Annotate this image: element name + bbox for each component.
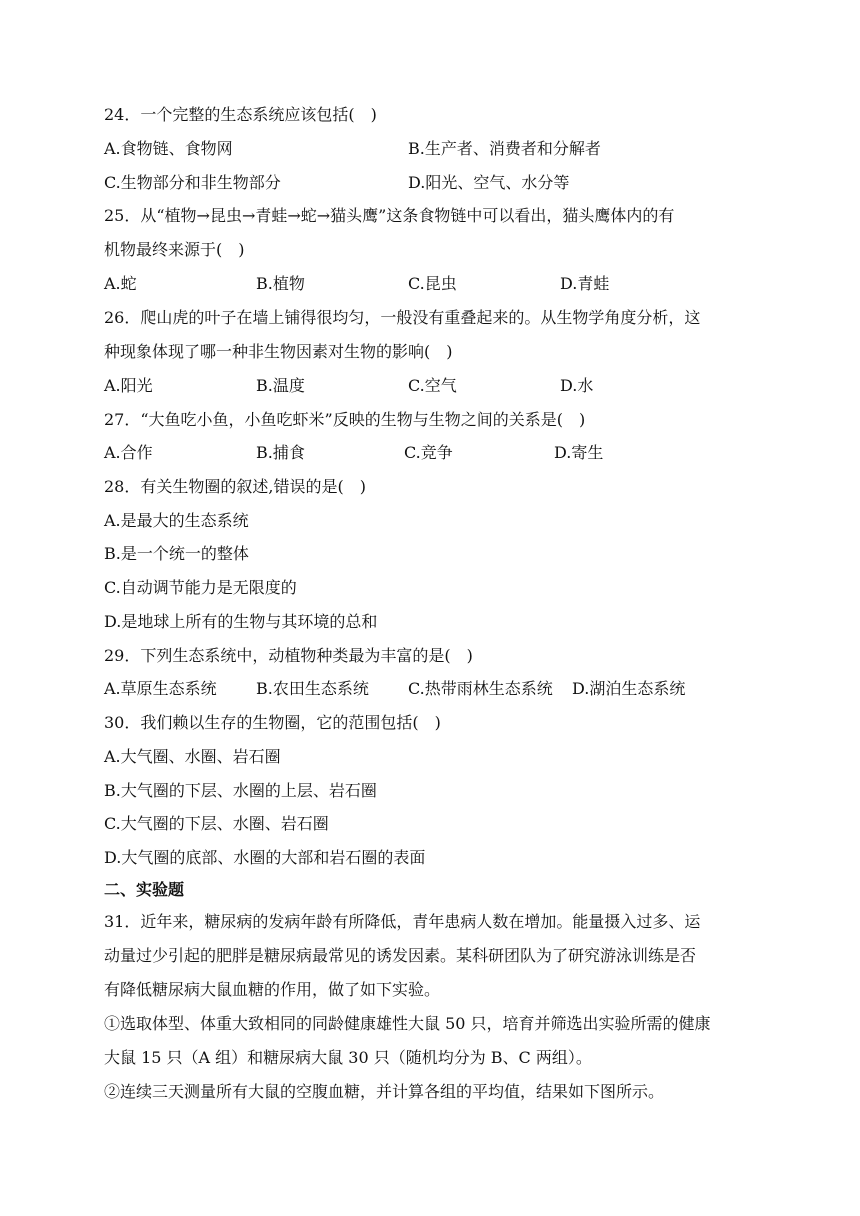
question-31-line1: 31．近年来，糖尿病的发病年龄有所降低，青年患病人数在增加。能量摄入过多、运 [104,912,701,931]
question-24-options-row2 [104,173,724,193]
question-26-option-b: B.温度 [256,376,305,395]
question-26-options [104,376,724,396]
question-24-options-row1 [104,139,724,159]
question-31-step1-line2: 大鼠 15 只（A 组）和糖尿病大鼠 30 只（随机均分为 B、C 两组）。 [104,1048,592,1067]
question-26-stem-line2: 种现象体现了哪一种非生物因素对生物的影响( ) [104,342,453,361]
question-30-stem: 30．我们赖以生存的生物圈，它的范围包括( ) [104,713,441,732]
question-27-option-a: A.合作 [104,443,153,462]
question-25-stem-line2: 机物最终来源于( ) [104,240,245,259]
question-24-option-d: D.阳光、空气、水分等 [408,173,570,192]
question-25-stem-line1: 25．从“植物→昆虫→青蛙→蛇→猫头鹰”这条食物链中可以看出，猫头鹰体内的有 [104,206,675,225]
question-25-option-b: B.植物 [256,274,305,293]
question-27-option-c: C.竞争 [404,443,453,462]
question-26-option-a: A.阳光 [104,376,153,395]
question-29-option-c: C.热带雨林生态系统 [408,679,553,698]
question-25-option-a: A.蛇 [104,274,137,293]
question-27-options [104,443,724,463]
question-31-line2: 动量过少引起的肥胖是糖尿病最常见的诱发因素。某科研团队为了研究游泳训练是否 [104,946,697,965]
question-29-options [104,679,744,699]
question-28-option-c: C.自动调节能力是无限度的 [104,578,297,597]
question-24-option-a: A.食物链、食物网 [104,139,233,158]
question-25-option-d: D.青蛙 [560,274,610,293]
question-30-option-b: B.大气圈的下层、水圈的上层、岩石圈 [104,781,377,800]
question-29-option-b: B.农田生态系统 [256,679,369,698]
question-28-option-d: D.是地球上所有的生物与其环境的总和 [104,612,378,631]
question-26-stem-line1: 26．爬山虎的叶子在墙上铺得很均匀，一般没有重叠起来的。从生物学角度分析，这 [104,308,701,327]
question-29-option-a: A.草原生态系统 [104,679,217,698]
question-29-option-d: D.湖泊生态系统 [572,679,686,698]
question-31-line3: 有降低糖尿病大鼠血糖的作用，做了如下实验。 [104,980,441,999]
question-25-option-c: C.昆虫 [408,274,457,293]
question-30-option-c: C.大气圈的下层、水圈、岩石圈 [104,814,329,833]
question-26-option-d: D.水 [560,376,594,395]
question-28-option-a: A.是最大的生态系统 [104,511,249,530]
question-27-stem: 27．“大鱼吃小鱼，小鱼吃虾米”反映的生物与生物之间的关系是( ) [104,410,586,429]
question-31-step2: ②连续三天测量所有大鼠的空腹血糖，并计算各组的平均值，结果如下图所示。 [104,1082,665,1101]
question-26-option-c: C.空气 [408,376,457,395]
question-29-stem: 29．下列生态系统中，动植物种类最为丰富的是( ) [104,646,473,665]
question-24-stem: 24．一个完整的生态系统应该包括( ) [104,105,377,124]
question-24-option-c: C.生物部分和非生物部分 [104,173,281,192]
question-28-stem: 28．有关生物圈的叙述,错误的是( ) [104,477,366,496]
question-30-option-a: A.大气圈、水圈、岩石圈 [104,747,281,766]
question-27-option-b: B.捕食 [256,443,305,462]
question-24-option-b: B.生产者、消费者和分解者 [408,139,601,158]
question-28-option-b: B.是一个统一的整体 [104,544,249,563]
question-30-option-d: D.大气圈的底部、水圈的大部和岩石圈的表面 [104,848,426,867]
section-heading-experiment: 二、实验题 [104,880,185,899]
question-27-option-d: D.寄生 [554,443,604,462]
question-31-step1-line1: ①选取体型、体重大致相同的同龄健康雄性大鼠 50 只，培育并筛选出实验所需的健康 [104,1014,711,1033]
question-25-options [104,274,724,294]
